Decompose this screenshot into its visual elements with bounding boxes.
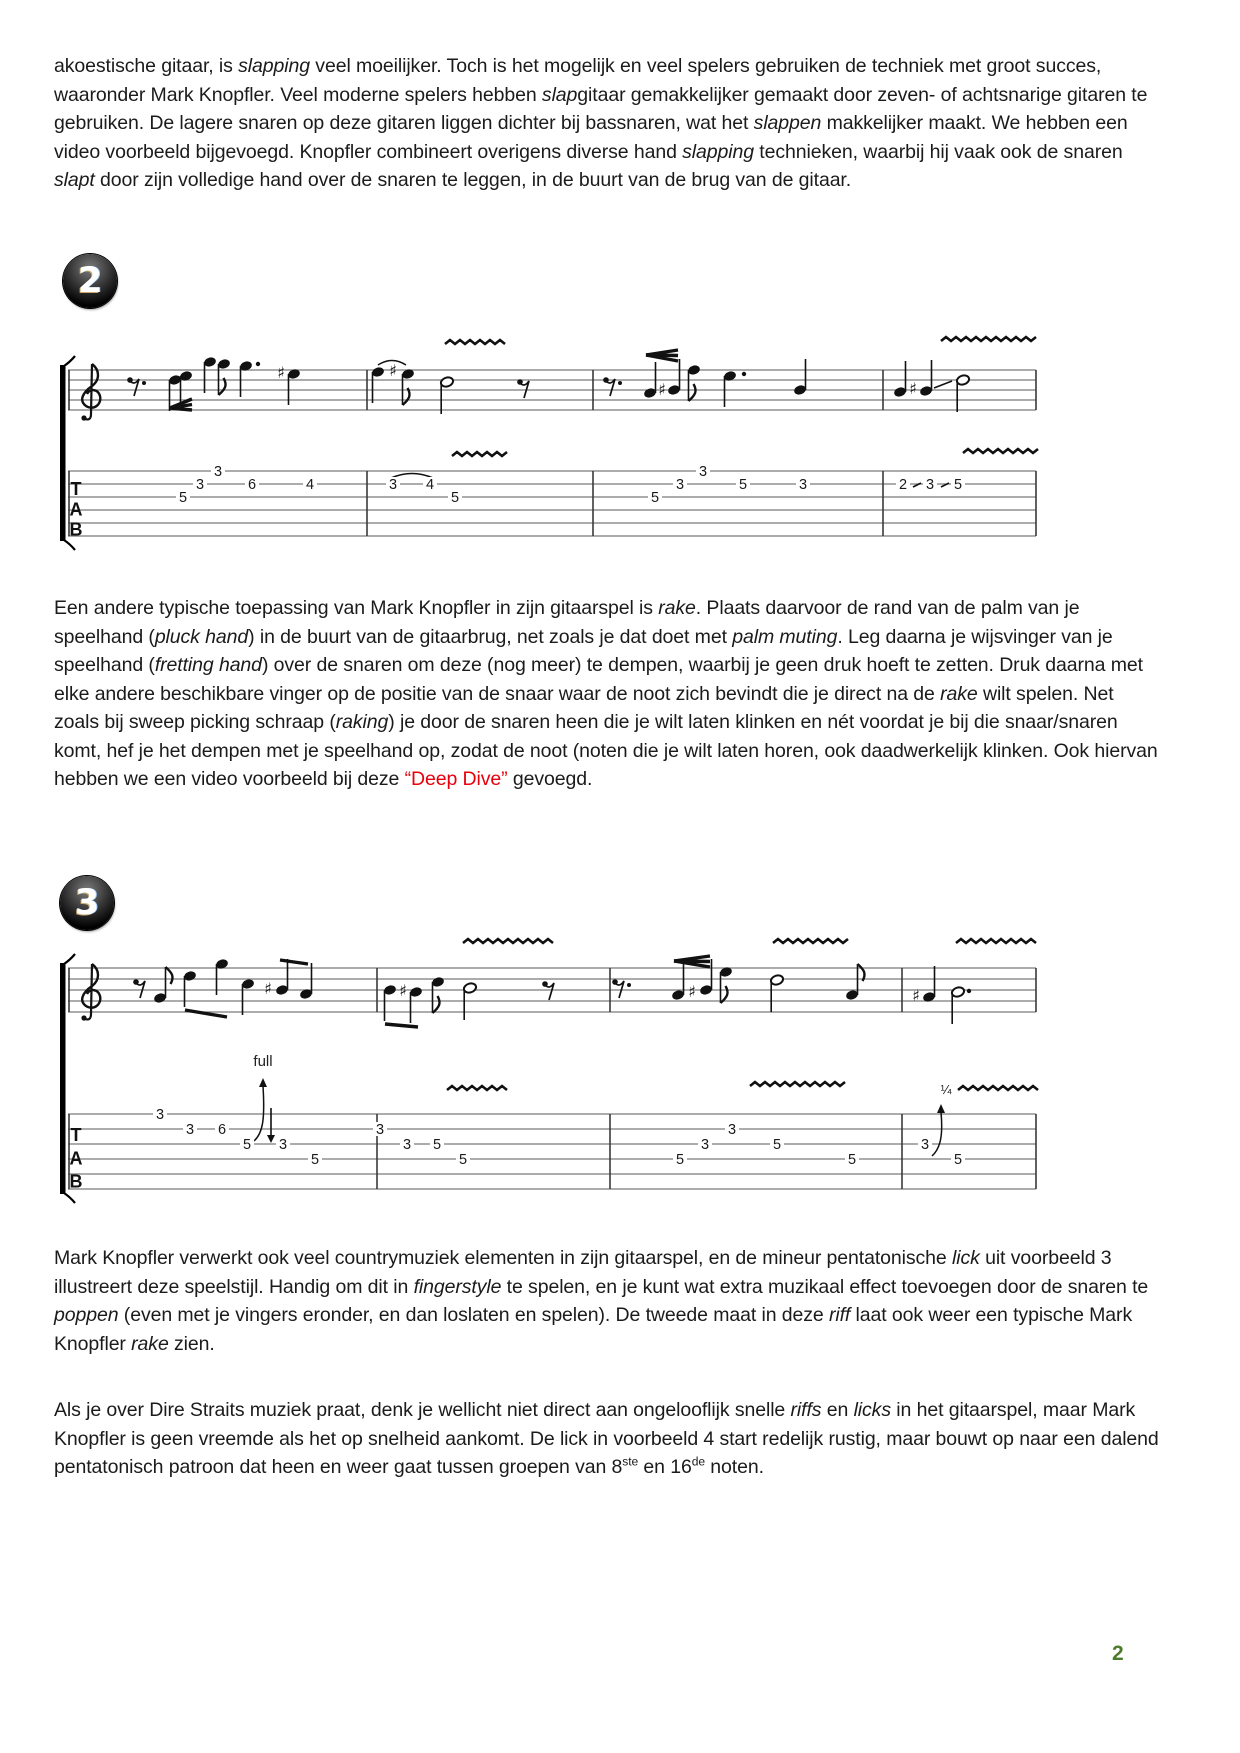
music-example-2 — [0, 240, 1240, 570]
text-run: en — [821, 1399, 854, 1421]
svg-text:♯: ♯ — [389, 361, 397, 380]
svg-text:B: B — [69, 1171, 83, 1192]
text-run: lick — [952, 1247, 980, 1269]
tab-fret-number: 3 — [375, 1122, 385, 1138]
text-run: licks — [853, 1399, 891, 1421]
tab-fret-number: 6 — [217, 1122, 227, 1138]
text-run: ) over de snaren om deze (nog meer) te dempen, waarbij je geen druk hoeft te zetten. Druk daarna met elke andere beschikbare vinger op de positie van de snaar waar de noot zich bevindt die je direct na de — [54, 654, 1143, 705]
text-run: raking — [335, 711, 389, 733]
tab-fret-number: 5 — [458, 1152, 468, 1168]
page-number: 2 — [1112, 1642, 1124, 1665]
text-run: en 16 — [638, 1456, 692, 1478]
tab-fret-number: 5 — [310, 1152, 320, 1168]
svg-text:♯: ♯ — [688, 982, 696, 1001]
text-run: . Plaats daarvoor de rand van de palm van je speelhand ( — [54, 597, 1080, 648]
text-run: pluck hand — [154, 625, 249, 648]
tab-fret-number: 3 — [388, 477, 398, 493]
tab-fret-number: 3 — [675, 477, 685, 493]
text-run: noten. — [704, 1456, 764, 1478]
svg-text:T: T — [70, 1125, 82, 1145]
text-run: zien. — [168, 1332, 215, 1355]
tab-fret-number: 4 — [425, 477, 435, 493]
text-run: gevoegd. — [507, 768, 593, 790]
tab-fret-number: 5 — [847, 1152, 857, 1168]
text-run: slap — [541, 83, 578, 106]
example-badge: 2 — [63, 254, 117, 308]
text-run: rake — [658, 597, 696, 619]
tab-fret-number: 2 — [898, 477, 908, 493]
text-run: technieken, waarbij hij vaak ook de snaren — [753, 140, 1123, 163]
text-run: riffs — [790, 1399, 822, 1421]
text-run: ) in de buurt van de gitaarbrug, net zoals je dat doet met — [248, 625, 733, 648]
paragraph-country — [54, 1244, 1159, 1358]
tab-fret-number: 3 — [402, 1137, 412, 1153]
svg-text:♯: ♯ — [912, 986, 920, 1005]
tab-fret-number: 5 — [675, 1152, 685, 1168]
svg-text:♯: ♯ — [658, 380, 666, 399]
text-run: veel moeilijker. Toch is het mogelijk en veel spelers gebruiken de techniek met groot succes, waaronder Mark Knopfler. Veel moderne spelers hebben — [54, 55, 1102, 106]
tab-fret-number: 5 — [650, 490, 660, 506]
tab-fret-number: 5 — [738, 477, 748, 493]
text-run: ste — [622, 1454, 639, 1469]
tab-fret-number: 3 — [185, 1122, 195, 1138]
tab-fret-number: 3 — [798, 477, 808, 493]
tab-fret-number: 5 — [242, 1137, 252, 1153]
text-run: rake — [131, 1332, 169, 1355]
tab-fret-number: 3 — [698, 464, 708, 480]
svg-text:B: B — [69, 519, 83, 540]
tab-fret-number: 5 — [772, 1137, 782, 1153]
text-run: rake — [940, 682, 978, 705]
svg-text:A: A — [69, 499, 83, 520]
paragraph-rake — [54, 594, 1159, 794]
text-run: riff — [828, 1304, 851, 1326]
svg-text:♯: ♯ — [399, 981, 407, 1000]
text-run: “Deep Dive” — [404, 768, 508, 790]
tab-fret-number: 6 — [247, 477, 257, 493]
text-run: slapt — [54, 169, 95, 191]
text-run: te spelen, en je kunt wat extra muzikaal effect toevoegen door de snaren te — [501, 1275, 1149, 1298]
text-run: de — [691, 1454, 705, 1469]
svg-text:♯: ♯ — [909, 379, 917, 398]
tab-fret-number: 3 — [155, 1107, 165, 1123]
text-run: Mark Knopfler verwerkt ook veel countrymuziek elementen in zijn gitaarspel, en de mineur pentatonische — [54, 1247, 952, 1269]
text-run: poppen — [54, 1304, 119, 1326]
tab-fret-number: 3 — [213, 464, 223, 480]
text-run: gitaar gemakkelijker gemaakt door zeven- of achtsnarige gitaren te gebruiken. De lagere snaren op deze gitaren liggen dichter bij bassnaren, wat het — [54, 83, 1148, 134]
tab-fret-number: 5 — [450, 490, 460, 506]
text-run: Als je over Dire Straits muziek praat, denk je wellicht niet direct aan ongelooflijk snelle — [54, 1399, 791, 1421]
text-run: slapping — [682, 140, 754, 163]
tab-fret-number: 5 — [178, 490, 188, 506]
text-run: fretting hand — [154, 654, 262, 676]
text-run: Een andere typische toepassing van Mark Knopfler in zijn gitaarspel is — [54, 597, 659, 619]
svg-text:full: full — [253, 1053, 273, 1070]
svg-text:T: T — [70, 479, 82, 500]
text-run: (even met je vingers eronder, en dan loslaten en spelen). De tweede maat in deze — [118, 1304, 829, 1326]
svg-text:A: A — [69, 1148, 83, 1169]
text-run: makkelijker maakt. We hebben een video voorbeeld bijgevoegd. Knopfler combineert overigens diverse hand — [54, 112, 1128, 163]
tab-fret-number: 3 — [700, 1137, 710, 1153]
tab-fret-number: 5 — [432, 1137, 442, 1153]
tab-fret-number: 4 — [305, 477, 315, 493]
text-run: laat ook weer een typische Mark Knopfler — [54, 1304, 1133, 1355]
tab-fret-number: 3 — [278, 1137, 288, 1153]
text-run: akoestische gitaar, is — [54, 55, 239, 77]
notation-and-tab-staff — [0, 240, 1240, 570]
text-run: . Leg daarna je wijsvinger van je speelhand ( — [54, 625, 1113, 676]
text-run: in het gitaarspel, maar Mark Knopfler is geen vreemde als het op snelheid aankomt. De lick in voorbeeld 4 start redelijk rustig, maar bouwt op naar een dalend pentatonisch patroon dat heen en weer gaat tussen groepen van 8 — [54, 1399, 1159, 1478]
text-run: slapping — [238, 55, 310, 77]
tab-fret-number: 5 — [953, 477, 963, 493]
tab-fret-number: 3 — [727, 1122, 737, 1138]
text-run: ) je door de snaren heen die je wilt laten klinken en nét voordat je bij die snaar/snaren komt, hef je het dempen met je speelhand op, zodat de noot (noten die je wilt laten horen, ook daadwerkelijk klinken. Ook hiervan hebben we een video voorbeeld bij deze — [54, 711, 1158, 790]
tab-fret-number: 3 — [195, 477, 205, 493]
svg-text:¼: ¼ — [940, 1082, 952, 1097]
text-run: palm muting — [732, 625, 838, 648]
paragraph-slapping — [54, 52, 1159, 195]
text-run: uit voorbeeld 3 illustreert deze speelstijl. Handig om dit in — [54, 1247, 1112, 1298]
notation-and-tab-staff — [0, 860, 1240, 1240]
text-run: wilt spelen. Net zoals bij sweep picking schraap ( — [54, 682, 1114, 733]
tab-fret-number: 5 — [953, 1152, 963, 1168]
music-example-3 — [0, 860, 1240, 1240]
svg-text:♯: ♯ — [277, 363, 285, 382]
example-badge: 3 — [60, 876, 114, 930]
svg-text:♯: ♯ — [264, 979, 272, 998]
tab-fret-number: 3 — [920, 1137, 930, 1153]
paragraph-dire-straits — [54, 1396, 1159, 1482]
text-run: slappen — [753, 112, 822, 134]
text-run: fingerstyle — [413, 1275, 502, 1298]
text-run: door zijn volledige hand over de snaren te leggen, in de buurt van de brug van de gitaar. — [94, 169, 852, 191]
tab-fret-number: 3 — [925, 477, 935, 493]
